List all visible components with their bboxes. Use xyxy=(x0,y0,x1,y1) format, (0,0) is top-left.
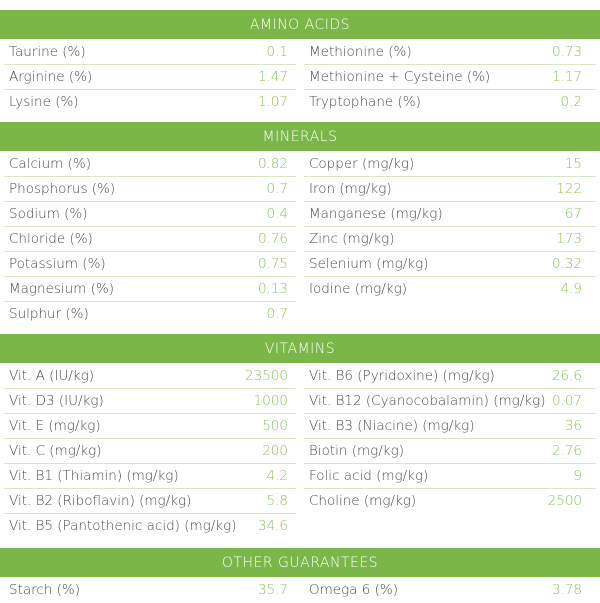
nutrient-value: 0.76 xyxy=(257,231,288,247)
nutrient-label: Vit. B5 (Pantothenic acid) (mg/kg) xyxy=(9,518,237,534)
nutrient-value: 0.32 xyxy=(551,256,582,272)
nutrient-cell xyxy=(304,277,596,301)
table-row xyxy=(0,252,600,277)
nutrient-value: 1000 xyxy=(253,393,288,409)
nutrient-cell xyxy=(4,364,296,389)
nutrient-cell xyxy=(304,389,596,414)
section-header-minerals xyxy=(0,122,600,151)
nutrient-label: Vit. A (IU/kg) xyxy=(9,368,94,384)
table-row xyxy=(0,227,600,252)
nutrient-label: Taurine (%) xyxy=(9,44,86,60)
section-grid-minerals xyxy=(0,152,600,327)
table-row xyxy=(0,90,600,115)
nutrient-value: 0.4 xyxy=(266,206,288,222)
nutrient-label: Chloride (%) xyxy=(9,231,93,247)
nutrient-cell xyxy=(304,464,596,489)
nutrient-value: 26.6 xyxy=(551,368,582,384)
nutrient-value: 0.82 xyxy=(257,156,288,172)
nutrient-label: Methionine + Cysteine (%) xyxy=(309,69,491,85)
nutrient-label: Biotin (mg/kg) xyxy=(309,443,404,459)
table-row xyxy=(0,152,600,177)
nutrient-label: Vit. B6 (Pyridoxine) (mg/kg) xyxy=(309,368,495,384)
nutrient-label: Lysine (%) xyxy=(9,94,79,110)
nutrient-cell xyxy=(4,514,296,538)
nutrient-cell xyxy=(4,489,296,514)
nutrient-cell xyxy=(4,439,296,464)
nutrient-label: Iron (mg/kg) xyxy=(309,181,392,197)
table-row xyxy=(0,177,600,202)
table-row xyxy=(0,464,600,489)
nutrient-label: Vit. B3 (Niacine) (mg/kg) xyxy=(309,418,475,434)
nutrient-cell xyxy=(4,40,296,65)
nutrient-label: Copper (mg/kg) xyxy=(309,156,415,172)
nutrient-cell xyxy=(304,414,596,439)
table-row xyxy=(0,40,600,65)
nutrient-value: 0.7 xyxy=(266,181,288,197)
section-header-vitamins xyxy=(0,334,600,363)
section-grid-vitamins xyxy=(0,364,600,539)
nutrient-label: Manganese (mg/kg) xyxy=(309,206,443,222)
nutrient-value: 0.2 xyxy=(560,94,582,110)
nutrient-label: Vit. E (mg/kg) xyxy=(9,418,101,434)
nutrient-label: Magnesium (%) xyxy=(9,281,115,297)
table-row xyxy=(0,302,600,327)
nutrient-value: 2.76 xyxy=(551,443,582,459)
section-header-other-guarantees xyxy=(0,548,600,577)
nutrient-label: Sulphur (%) xyxy=(9,306,89,322)
nutrient-value: 173 xyxy=(556,231,582,247)
nutrient-cell xyxy=(304,202,596,227)
nutrient-label: Tryptophane (%) xyxy=(309,94,421,110)
nutrient-value: 34.6 xyxy=(257,518,288,534)
nutrient-label: Vit. C (mg/kg) xyxy=(9,443,102,459)
nutrient-label: Iodine (mg/kg) xyxy=(309,281,407,297)
nutrient-value: 23500 xyxy=(245,368,288,384)
nutrient-value: 0.07 xyxy=(551,393,582,409)
table-row xyxy=(0,439,600,464)
nutrient-value: 0.73 xyxy=(551,44,582,60)
nutrient-label: Sodium (%) xyxy=(9,206,88,222)
nutrient-value: 1.47 xyxy=(257,69,288,85)
nutrient-label: Vit. B12 (Cyanocobalamin) (mg/kg) xyxy=(309,393,546,409)
nutrient-value: 4.9 xyxy=(560,281,582,297)
nutrient-label: Vit. B2 (Riboflavin) (mg/kg) xyxy=(9,493,192,509)
nutrient-label: Selenium (mg/kg) xyxy=(309,256,429,272)
nutrient-cell xyxy=(304,40,596,65)
nutrient-cell xyxy=(304,65,596,90)
nutrient-value: 0.13 xyxy=(257,281,288,297)
nutrient-cell xyxy=(4,90,296,114)
nutrient-cell xyxy=(4,389,296,414)
nutrient-label: Calcium (%) xyxy=(9,156,91,172)
nutrient-value: 122 xyxy=(556,181,582,197)
nutrient-value: 1.17 xyxy=(551,69,582,85)
nutrient-value: 200 xyxy=(262,443,288,459)
section-grid-amino-acids xyxy=(0,40,600,115)
nutrient-value: 9 xyxy=(573,468,582,484)
nutrient-cell xyxy=(304,90,596,114)
nutrient-value: 0.1 xyxy=(266,44,288,60)
nutrient-cell xyxy=(4,302,296,326)
nutrient-value: 3.78 xyxy=(551,582,582,598)
nutrient-cell xyxy=(4,414,296,439)
nutrient-label: Omega 6 (%) xyxy=(309,582,398,598)
table-row xyxy=(0,65,600,90)
nutrient-label: Folic acid (mg/kg) xyxy=(309,468,429,484)
nutrient-cell xyxy=(304,364,596,389)
nutrient-cell xyxy=(4,252,296,277)
nutrient-label: Starch (%) xyxy=(9,582,81,598)
table-row xyxy=(0,364,600,389)
nutrient-label: Arginine (%) xyxy=(9,69,93,85)
section-title: VITAMINS xyxy=(264,340,336,357)
nutrient-cell xyxy=(304,177,596,202)
nutrient-cell xyxy=(304,152,596,177)
nutrient-cell xyxy=(4,202,296,227)
nutrient-cell xyxy=(4,227,296,252)
nutrient-value: 500 xyxy=(262,418,288,434)
table-row xyxy=(0,202,600,227)
nutrient-cell xyxy=(304,578,596,602)
nutrient-label: Zinc (mg/kg) xyxy=(309,231,395,247)
nutrient-label: Phosphorus (%) xyxy=(9,181,116,197)
nutrient-cell xyxy=(4,152,296,177)
table-row xyxy=(0,514,600,539)
nutrient-label: Potassium (%) xyxy=(9,256,106,272)
nutrient-cell xyxy=(304,489,596,513)
section-title: AMINO ACIDS xyxy=(249,16,351,33)
nutrient-value: 4.2 xyxy=(266,468,288,484)
nutrient-cell xyxy=(4,464,296,489)
nutrient-cell xyxy=(304,439,596,464)
table-row xyxy=(0,414,600,439)
nutrient-label: Vit. D3 (IU/kg) xyxy=(9,393,104,409)
table-row xyxy=(0,578,600,603)
nutrient-value: 1.07 xyxy=(257,94,288,110)
nutrient-label: Vit. B1 (Thiamin) (mg/kg) xyxy=(9,468,179,484)
nutrient-value: 5.8 xyxy=(266,493,288,509)
nutrient-label: Choline (mg/kg) xyxy=(309,493,417,509)
section-title: MINERALS xyxy=(262,128,338,145)
section-header-amino-acids xyxy=(0,10,600,39)
section-grid-other-guarantees xyxy=(0,578,600,603)
nutrient-label: Methionine (%) xyxy=(309,44,412,60)
nutrient-cell xyxy=(4,177,296,202)
nutrient-value: 15 xyxy=(564,156,582,172)
table-row xyxy=(0,389,600,414)
nutrient-value: 36 xyxy=(564,418,582,434)
nutrient-value: 67 xyxy=(564,206,582,222)
nutrient-cell xyxy=(304,252,596,277)
nutrient-cell xyxy=(304,227,596,252)
nutrient-cell xyxy=(4,578,296,602)
nutrient-value: 0.75 xyxy=(257,256,288,272)
section-title: OTHER GUARANTEES xyxy=(221,554,379,571)
nutrient-cell xyxy=(4,65,296,90)
nutrient-cell xyxy=(4,277,296,302)
table-row xyxy=(0,277,600,302)
nutrient-value: 2500 xyxy=(547,493,582,509)
nutrient-value: 35.7 xyxy=(257,582,288,598)
nutrient-value: 0.7 xyxy=(266,306,288,322)
table-row xyxy=(0,489,600,514)
